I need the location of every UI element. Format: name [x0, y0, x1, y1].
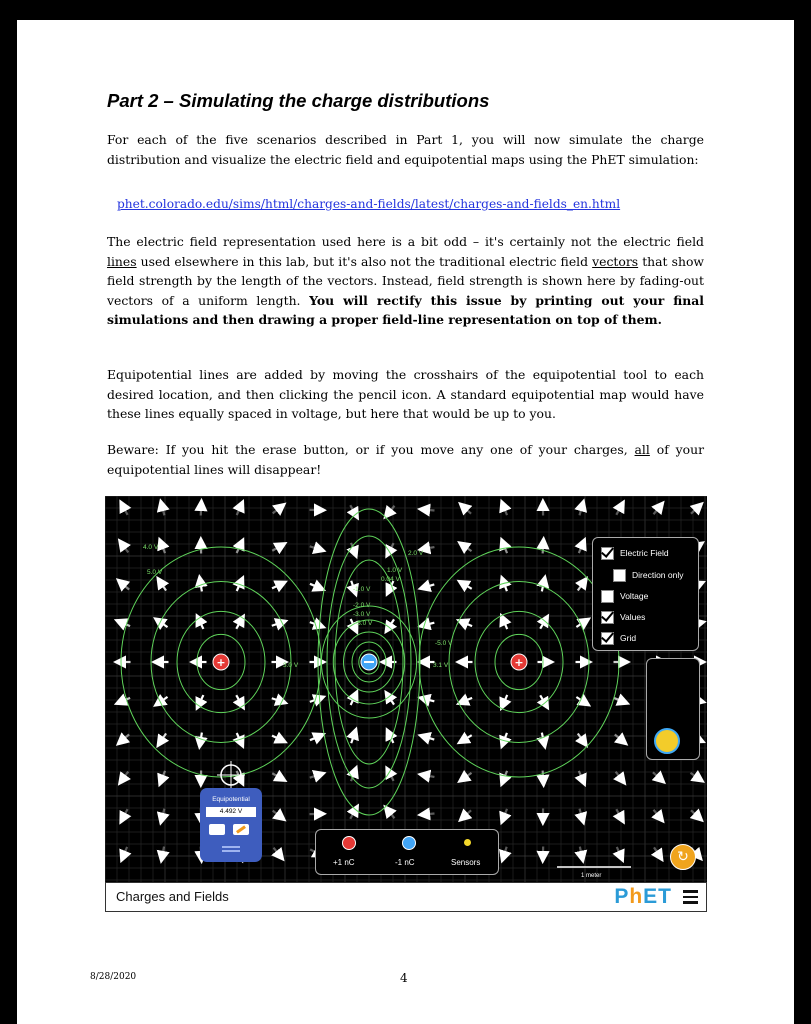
equipotential-tool[interactable]: [200, 788, 262, 862]
sensor-source[interactable]: [464, 839, 471, 846]
visibility-panel: [592, 537, 699, 651]
voltage-label: 0.04 V: [381, 576, 400, 583]
beware-paragraph: [107, 440, 704, 479]
checkbox-icon[interactable]: [601, 611, 614, 624]
checkbox-label: Voltage: [620, 590, 649, 601]
plus-sign: +: [514, 656, 524, 669]
pencil-icon[interactable]: [233, 824, 249, 835]
checkbox-values[interactable]: [601, 611, 645, 627]
grip-line: [222, 846, 240, 848]
minus-charge-label: -1 nC: [395, 858, 415, 867]
phet-link[interactable]: phet.colorado.edu/sims/html/charges-and-fields/latest/charges-and-fields_en.html: [117, 197, 621, 211]
checkbox-label: Electric Field: [620, 547, 669, 558]
voltage-label: 2.0 V: [408, 550, 424, 557]
reset-button[interactable]: [670, 844, 696, 870]
plus-charge-label: +1 nC: [333, 858, 355, 867]
vectors-underlined: vectors: [592, 253, 639, 269]
checkbox-icon[interactable]: [601, 547, 614, 560]
para2-text-b: used elsewhere in this lab, but it's also not the traditional electric field: [136, 253, 593, 269]
footer-date: 8/28/2020: [90, 972, 137, 982]
field-arrow: [543, 771, 544, 782]
voltage-label: -2.0 V: [353, 602, 371, 609]
checkbox-icon[interactable]: [601, 632, 614, 645]
phet-simulation-screenshot: [105, 496, 707, 912]
equipotential-paragraph: Equipotential lines are added by moving the crosshairs of the equipotential tool to each desired location, and then clicking the pencil icon. A standard equipotential map would have these lines equally spaced in voltage, but here that would be up to you.: [107, 367, 704, 422]
negative-charge-source[interactable]: [402, 836, 416, 850]
voltage-label: 3.1 V: [433, 662, 449, 669]
checkbox-label: Values: [620, 611, 646, 622]
phet-logo[interactable]: [614, 885, 672, 909]
checkbox-voltage[interactable]: [601, 590, 648, 606]
logo-letter: ET: [643, 885, 672, 908]
checkbox-direction-only[interactable]: [613, 569, 684, 585]
field-arrow: [424, 814, 435, 815]
charge-tray: [315, 829, 499, 875]
voltage-label: 5.0 V: [147, 569, 163, 576]
logo-letter: P: [614, 885, 630, 908]
all-underlined: all: [634, 442, 650, 457]
logo-letter: h: [629, 885, 644, 908]
measuring-tape-icon[interactable]: [654, 728, 680, 754]
voltage-label: -1.0 V: [353, 586, 371, 593]
para4-text-b: of your equipotential lines will disappear!: [107, 442, 704, 477]
eraser-icon[interactable]: [209, 824, 225, 835]
voltage-label: -5.0 V: [355, 620, 373, 627]
voltage-label: 1.0 V: [387, 567, 403, 574]
voltage-label: -3.0 V: [353, 611, 371, 618]
equipotential-label: Equipotential: [212, 796, 250, 803]
footer-page-number: 4: [400, 971, 408, 985]
section-heading: Part 2 – Simulating the charge distributions: [107, 90, 490, 111]
sensors-label: Sensors: [451, 858, 481, 867]
plus-sign: +: [216, 656, 226, 669]
checkbox-electric-field[interactable]: [601, 547, 669, 563]
field-arrow: [424, 510, 435, 511]
checkbox-label: Direction only: [632, 569, 684, 580]
grip-line: [222, 850, 240, 852]
voltage-label: -5.0 V: [435, 640, 453, 647]
menu-icon[interactable]: [683, 890, 698, 904]
rectify-instruction: You will rectify this issue by printing out your final simulations and then drawing a proper field-line representation on top of them.: [107, 292, 704, 328]
reset-icon: ↻: [677, 849, 689, 865]
voltage-label: 4.0 V: [143, 544, 159, 551]
voltage-label: 3.0 V: [283, 662, 299, 669]
field-arrow: [543, 543, 544, 554]
minus-sign: [364, 661, 374, 663]
checkbox-icon[interactable]: [601, 590, 614, 603]
lines-underlined: lines: [107, 253, 137, 269]
field-arrow: [201, 505, 202, 516]
sim-title: Charges and Fields: [116, 889, 229, 904]
positive-charge-source[interactable]: [342, 836, 356, 850]
para2-text-c: that show field strength by the length of the vectors. Instead, field strength is shown here by fading-out vectors of a uniform length.: [107, 253, 705, 308]
checkbox-icon[interactable]: [613, 569, 626, 582]
sim-navigation-bar: [105, 882, 707, 912]
equipotential-value: 4.492 V: [206, 807, 256, 817]
checkbox-grid[interactable]: [601, 632, 636, 648]
scale-label: 1 meter: [581, 873, 602, 879]
intro-paragraph: For each of the five scenarios described in Part 1, you will now simulate the charge distribution and visualize the electric field and equipotential maps using the PhET simulation:: [107, 132, 704, 167]
checkbox-label: Grid: [620, 632, 637, 643]
para2-text-a: The electric field representation used here is a bit odd – it's certainly not the electric field: [107, 234, 704, 249]
field-representation-paragraph: [107, 232, 704, 330]
para4-text-a: Beware: If you hit the erase button, or if you move any one of your charges,: [107, 442, 635, 457]
